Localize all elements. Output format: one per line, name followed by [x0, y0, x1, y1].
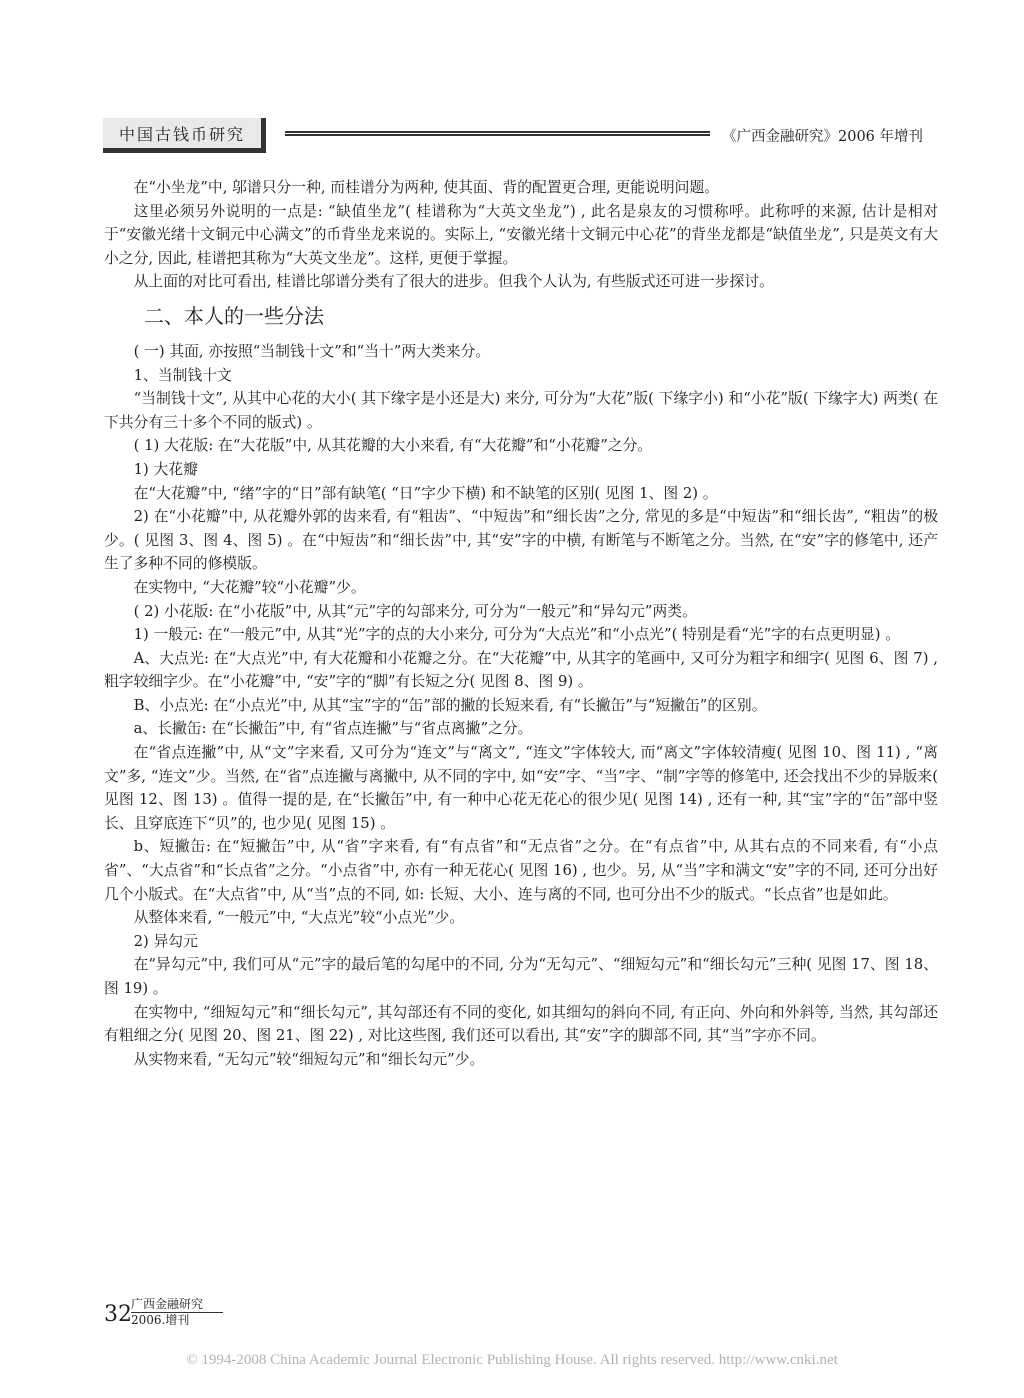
paragraph: “当制钱十文”, 从其中心花的大小( 其下缘字是小还是大) 来分, 可分为“大花”版( 下缘字小) 和“小花”版( 下缘字大) 两类( 在下共分有三十多个不同的版式) 。 [104, 390, 938, 431]
paragraph: 在“省点连撇”中, 从“文”字来看, 又可分为“连文”与“离文”, “连文”字体较大, 而“离文”字体较清瘦( 见图 10、图 11) , “离文”多, “连文”少。当然, 在“省”点连撇与离撇中, 从不同的字中, 如“安”字、“当”字、“制”字等的修笔中, 还会找出不少的异版来( 见图 12、图 13) 。值得一提的是, 在“长撇缶”中, 有一种中心花无花心的很少见( 见图 14) , 还有一种, 其“宝”字的“缶”部中竖长、且穿底连下“贝”的, 也少见( 见图 15) 。 [104, 744, 938, 832]
footer-journal-name: 广西金融研究 [131, 1297, 223, 1313]
header-rule [285, 131, 710, 136]
paragraph: 在“大花瓣”中, “绪”字的“日”部有缺笔( “日”字少下横) 和不缺笔的区别( 见图 1、图 2) 。 [133, 484, 718, 502]
paragraph: 在“异勾元”中, 我们可从“元”字的最后笔的勾尾中的不同, 分为“无勾元”、“细短勾元”和“细长勾元”三种( 见图 17、图 18、图 19) 。 [104, 956, 938, 997]
paragraph: 2) 异勾元 [133, 932, 198, 950]
article-body [104, 176, 938, 1071]
journal-issue: 《广西金融研究》2006 年增刊 [722, 129, 924, 145]
section-label-box [103, 118, 266, 153]
paragraph: ( 2) 小花版: 在“小花版”中, 从其“元”字的勾部来分, 可分为“一般元”和“异勾元”两类。 [133, 602, 697, 620]
paragraph: a、长撇缶: 在“长撇缶”中, 有“省点连撇”与“省点离撇”之分。 [133, 720, 533, 738]
section-heading: 二、本人的一些分法 [144, 303, 324, 328]
paragraph: 从整体来看, “一般元”中, “大点光”较“小点光”少。 [133, 909, 465, 927]
paragraph: 这里必须另外说明的一点是: “缺值坐龙”( 桂谱称为“大英文坐龙”) , 此名是泉友的习惯称呼。此称呼的来源, 估计是相对于“安徽光绪十文铜元中心满文”的币背坐龙来说的。实际上, “安徽光绪十文铜元中心花”的背坐龙都是“缺值坐龙”, 只是英文有大小之分, 因此, 桂谱把其称为“大英文坐龙”。这样, 更便于掌握。 [104, 202, 938, 267]
paragraph: 在实物中, “大花瓣”较“小花瓣”少。 [133, 578, 366, 596]
paragraph: 从上面的对比可看出, 桂谱比邬谱分类有了很大的进步。但我个人认为, 有些版式还可进一步探讨。 [133, 273, 774, 291]
paragraph: 在“小坐龙”中, 邬谱只分一种, 而桂谱分为两种, 使其面、背的配置更合理, 更能说明问题。 [133, 179, 720, 196]
paragraph: 1) 一般元: 在“一般元”中, 从其“光”字的点的大小来分, 可分为“大点光”和“小点光”( 特别是看“光”字的右点更明显) 。 [133, 626, 901, 644]
paragraph: ( 1) 大花版: 在“大花版”中, 从其花瓣的大小来看, 有“大花瓣”和“小花瓣”之分。 [133, 437, 653, 455]
paragraph: 1) 大花瓣 [133, 460, 198, 478]
paragraph: ( 一) 其面, 亦按照“当制钱十文”和“当十”两大类来分。 [133, 342, 491, 360]
paragraph: 在实物中, “细短勾元”和“细长勾元”, 其勾部还有不同的变化, 如其细勾的斜向不同, 有正向、外向和外斜等, 当然, 其勾部还有粗细之分( 见图 20、图 21、图 22) , 对比这些图, 我们还可以看出, 其“安”字的脚部不同, 其“当”字亦不同。 [104, 1003, 938, 1045]
footer-issue: 2006.增刊 [131, 1313, 190, 1327]
paragraph: 2) 在“小花瓣”中, 从花瓣外郭的齿来看, 有“粗齿”、“中短齿”和“细长齿”之分, 常见的多是“中短齿”和“细长齿”, “粗齿”的极少。( 见图 3、图 4、图 5) 。在“中短齿”和“细长齿”中, 其“安”字的中横, 有断笔与不断笔之分。当然, 在“安”字的修笔中, 还产生了多种不同的修模版。 [104, 508, 938, 573]
section-label: 中国古钱币研究 [118, 124, 245, 144]
paragraph: 从实物来看, “无勾元”较“细短勾元”和“细长勾元”少。 [133, 1050, 485, 1068]
paragraph: b、短撇缶: 在“短撇缶”中, 从“省”字来看, 有“有点省”和“无点省”之分。在“有点省”中, 从其右点的不同来看, 有“小点省”、“大点省”和“长点省”之分。“小点省”中, 亦有一种无花心( 见图 16) , 也少。另, 从“当”字和满文“安”字的不同, 还可分出好几个小版式。在“大点省”中, 从“当”点的不同, 如: 长短、大小、连与离的不同, 也可分出不少的版式。“长点省”也是如此。 [104, 838, 938, 903]
copyright-notice: © 1994-2008 China Academic Journal Electronic Publishing House. All rights reserved. http://www.cnki.net [186, 1352, 838, 1368]
footer-journal [131, 1297, 223, 1328]
paragraph: B、小点光: 在“小点光”中, 从其“宝”字的“缶”部的撇的长短来看, 有“长撇缶”与“短撇缶”的区别。 [133, 696, 767, 714]
paragraph: A、大点光: 在“大点光”中, 有大花瓣和小花瓣之分。在“大花瓣”中, 从其字的笔画中, 又可分为粗字和细字( 见图 6、图 7) , 粗字较细字少。在“小花瓣”中, “安”字的“脚”有长短之分( 见图 8、图 9) 。 [104, 649, 938, 691]
paragraph: 1、当制钱十文 [133, 366, 232, 384]
page-number: 32 [104, 1302, 132, 1327]
